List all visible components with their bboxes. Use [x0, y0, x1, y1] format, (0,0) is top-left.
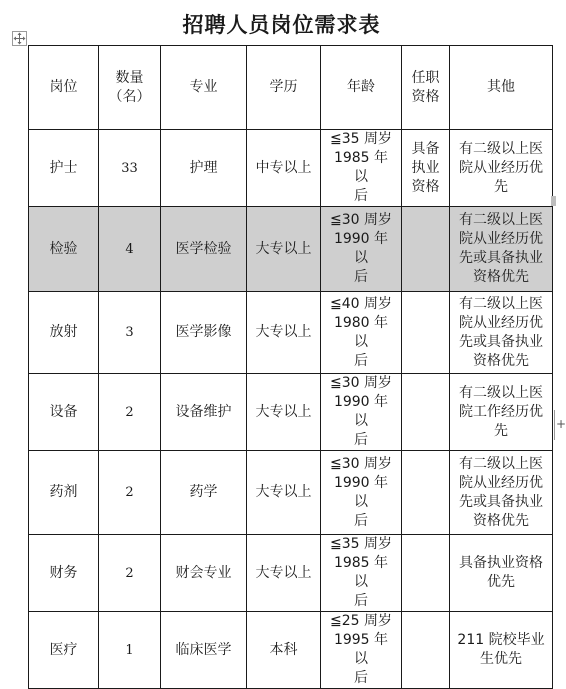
- cell-quantity[interactable]: [99, 130, 161, 207]
- age-text: 1985 年以: [333, 150, 389, 185]
- age-text: 1985 年以: [333, 555, 389, 590]
- position-text: 护士: [49, 159, 78, 176]
- cell-other[interactable]: [450, 374, 553, 451]
- age-text: 1980 年以: [333, 314, 389, 350]
- qualification-text: 资格: [411, 178, 440, 195]
- other-text: 先或具备执业: [459, 250, 543, 266]
- age-text: ≦25 周岁: [330, 613, 392, 629]
- major-text: 医学影像: [175, 324, 232, 340]
- header-position[interactable]: [29, 46, 99, 130]
- table-row: [29, 374, 553, 451]
- header-education[interactable]: [247, 46, 321, 130]
- quantity-text: 2: [125, 485, 134, 500]
- cell-major[interactable]: [161, 451, 247, 535]
- position-text: 检验: [49, 240, 78, 257]
- other-text: 211 院校毕业: [457, 632, 545, 648]
- header-qualification[interactable]: [402, 46, 450, 130]
- header-major[interactable]: [161, 46, 247, 130]
- cell-education[interactable]: [247, 451, 321, 535]
- other-text: 院从业经历优: [459, 231, 543, 247]
- cell-qualification[interactable]: [402, 130, 450, 207]
- header-text: 其他: [487, 79, 515, 95]
- major-text: 临床医学: [175, 641, 232, 658]
- age-text: 后: [354, 593, 368, 609]
- age-text: ≦30 周岁: [330, 375, 392, 391]
- age-text: 后: [354, 512, 368, 529]
- cell-education[interactable]: [247, 374, 321, 451]
- other-text: 院从业经历优: [459, 159, 543, 176]
- cell-qualification[interactable]: [402, 612, 450, 689]
- quantity-text: 2: [125, 565, 134, 581]
- position-text: 放射: [49, 324, 78, 340]
- cell-quantity[interactable]: [99, 612, 161, 689]
- education-text: 本科: [269, 641, 298, 658]
- cell-age[interactable]: [321, 292, 402, 374]
- recruitment-table: [28, 45, 553, 689]
- table-row: [29, 612, 553, 689]
- position-text: 药剂: [49, 484, 78, 500]
- cell-quantity[interactable]: [99, 535, 161, 612]
- header-text: 岗位: [49, 79, 78, 95]
- age-text: 1995 年以: [333, 632, 389, 667]
- education-text: 大专以上: [255, 240, 312, 257]
- cell-other[interactable]: [450, 451, 553, 535]
- cell-age[interactable]: [321, 130, 402, 207]
- quantity-text: 33: [121, 160, 138, 176]
- quantity-text: 3: [125, 325, 134, 340]
- position-text: 设备: [49, 403, 78, 420]
- cell-major[interactable]: [161, 207, 247, 292]
- other-text: 有二级以上医: [459, 212, 543, 228]
- cell-other[interactable]: [450, 207, 553, 292]
- cell-quantity[interactable]: [99, 207, 161, 292]
- table-row: [29, 292, 553, 374]
- cell-position[interactable]: [29, 130, 99, 207]
- cell-education[interactable]: [247, 612, 321, 689]
- cell-major[interactable]: [161, 535, 247, 612]
- qualification-text: 执业: [411, 159, 440, 176]
- other-text: 资格优先: [473, 512, 529, 529]
- age-text: 后: [354, 352, 368, 369]
- age-text: 后: [354, 432, 368, 448]
- education-text: 大专以上: [255, 324, 312, 340]
- cell-major[interactable]: [161, 612, 247, 689]
- other-text: 资格优先: [473, 352, 529, 369]
- cell-age[interactable]: [321, 374, 402, 451]
- education-text: 大专以上: [255, 403, 312, 420]
- other-text: 先: [494, 178, 508, 195]
- cell-quantity[interactable]: [99, 451, 161, 535]
- cell-other[interactable]: [450, 612, 553, 689]
- cell-quantity[interactable]: [99, 292, 161, 374]
- cell-age[interactable]: [321, 535, 402, 612]
- row-insert-handle[interactable]: [553, 410, 566, 440]
- recruitment-table-wrapper: [28, 45, 553, 689]
- cell-qualification[interactable]: [402, 374, 450, 451]
- header-text: 资格: [411, 88, 440, 105]
- cell-position[interactable]: [29, 535, 99, 612]
- header-text: 学历: [269, 79, 298, 95]
- cell-selection-marker: [551, 196, 556, 206]
- other-text: 有二级以上医: [459, 455, 543, 472]
- header-age[interactable]: [321, 46, 402, 130]
- other-text: 先或具备执业: [459, 333, 543, 350]
- cell-age[interactable]: [321, 612, 402, 689]
- header-row: [29, 46, 553, 130]
- cell-age[interactable]: [321, 207, 402, 292]
- age-text: ≦40 周岁: [330, 295, 392, 312]
- cell-major[interactable]: [161, 374, 247, 451]
- cell-qualification[interactable]: [402, 207, 450, 292]
- quantity-text: 4: [125, 241, 134, 257]
- age-text: 1990 年以: [333, 474, 389, 510]
- header-quantity[interactable]: [99, 46, 161, 130]
- header-text: 年龄: [347, 79, 375, 95]
- header-text: 数量: [115, 69, 144, 86]
- major-text: 设备维护: [175, 403, 232, 420]
- quantity-text: 2: [125, 404, 134, 420]
- cell-position[interactable]: [29, 612, 99, 689]
- cell-qualification[interactable]: [402, 535, 450, 612]
- age-text: ≦35 周岁: [330, 536, 392, 552]
- other-text: 生优先: [480, 651, 522, 667]
- move-arrows-icon: [13, 32, 26, 45]
- document-title: 招聘人员岗位需求表: [182, 13, 381, 37]
- cell-qualification[interactable]: [402, 292, 450, 374]
- cell-position[interactable]: [29, 292, 99, 374]
- cell-education[interactable]: [247, 207, 321, 292]
- other-text: 有二级以上医: [459, 384, 543, 401]
- age-text: ≦30 周岁: [330, 212, 392, 228]
- other-text: 先: [494, 422, 508, 439]
- cell-major[interactable]: [161, 130, 247, 207]
- age-text: ≦35 周岁: [330, 131, 392, 147]
- header-text: 任职: [411, 69, 440, 86]
- age-text: ≦30 周岁: [330, 455, 392, 472]
- other-text: 院从业经历优: [459, 314, 543, 331]
- table-row: [29, 207, 553, 292]
- qualification-text: 具备: [411, 140, 440, 157]
- row-insert-bar: [554, 410, 555, 440]
- other-text: 资格优先: [473, 269, 529, 285]
- cell-education[interactable]: [247, 292, 321, 374]
- cell-age[interactable]: [321, 451, 402, 535]
- age-text: 后: [354, 670, 368, 686]
- cell-position[interactable]: [29, 374, 99, 451]
- major-text: 药学: [189, 484, 218, 500]
- quantity-text: 1: [125, 642, 134, 658]
- other-text: 有二级以上医: [459, 295, 543, 312]
- education-text: 中专以上: [255, 159, 312, 176]
- age-text: 1990 年以: [333, 231, 389, 266]
- major-text: 护理: [189, 159, 218, 176]
- other-text: 院工作经历优: [459, 403, 543, 420]
- cell-other[interactable]: [450, 535, 553, 612]
- table-row: [29, 535, 553, 612]
- other-text: 有二级以上医: [459, 140, 543, 157]
- plus-icon: +: [556, 417, 566, 431]
- header-text: 专业: [189, 79, 218, 95]
- cell-other[interactable]: [450, 292, 553, 374]
- education-text: 大专以上: [255, 484, 312, 500]
- other-text: 先或具备执业: [459, 493, 543, 510]
- major-text: 医学检验: [175, 240, 232, 257]
- cell-education[interactable]: [247, 130, 321, 207]
- header-text: （名）: [108, 88, 151, 105]
- other-text: 优先: [487, 574, 515, 590]
- cell-qualification[interactable]: [402, 451, 450, 535]
- cell-education[interactable]: [247, 535, 321, 612]
- header-other[interactable]: [450, 46, 553, 130]
- cell-quantity[interactable]: [99, 374, 161, 451]
- other-text: 院从业经历优: [459, 474, 543, 491]
- position-text: 财务: [49, 564, 78, 581]
- position-text: 医疗: [49, 641, 78, 658]
- table-move-handle[interactable]: [12, 31, 27, 46]
- cell-position[interactable]: [29, 451, 99, 535]
- education-text: 大专以上: [255, 564, 312, 581]
- cell-major[interactable]: [161, 292, 247, 374]
- table-row: [29, 130, 553, 207]
- age-text: 后: [354, 269, 368, 285]
- age-text: 1990 年以: [333, 394, 389, 429]
- other-text: 具备执业资格: [459, 555, 543, 571]
- age-text: 后: [354, 188, 368, 204]
- cell-other[interactable]: [450, 130, 553, 207]
- table-row: [29, 451, 553, 535]
- major-text: 财会专业: [175, 564, 232, 581]
- cell-position[interactable]: [29, 207, 99, 292]
